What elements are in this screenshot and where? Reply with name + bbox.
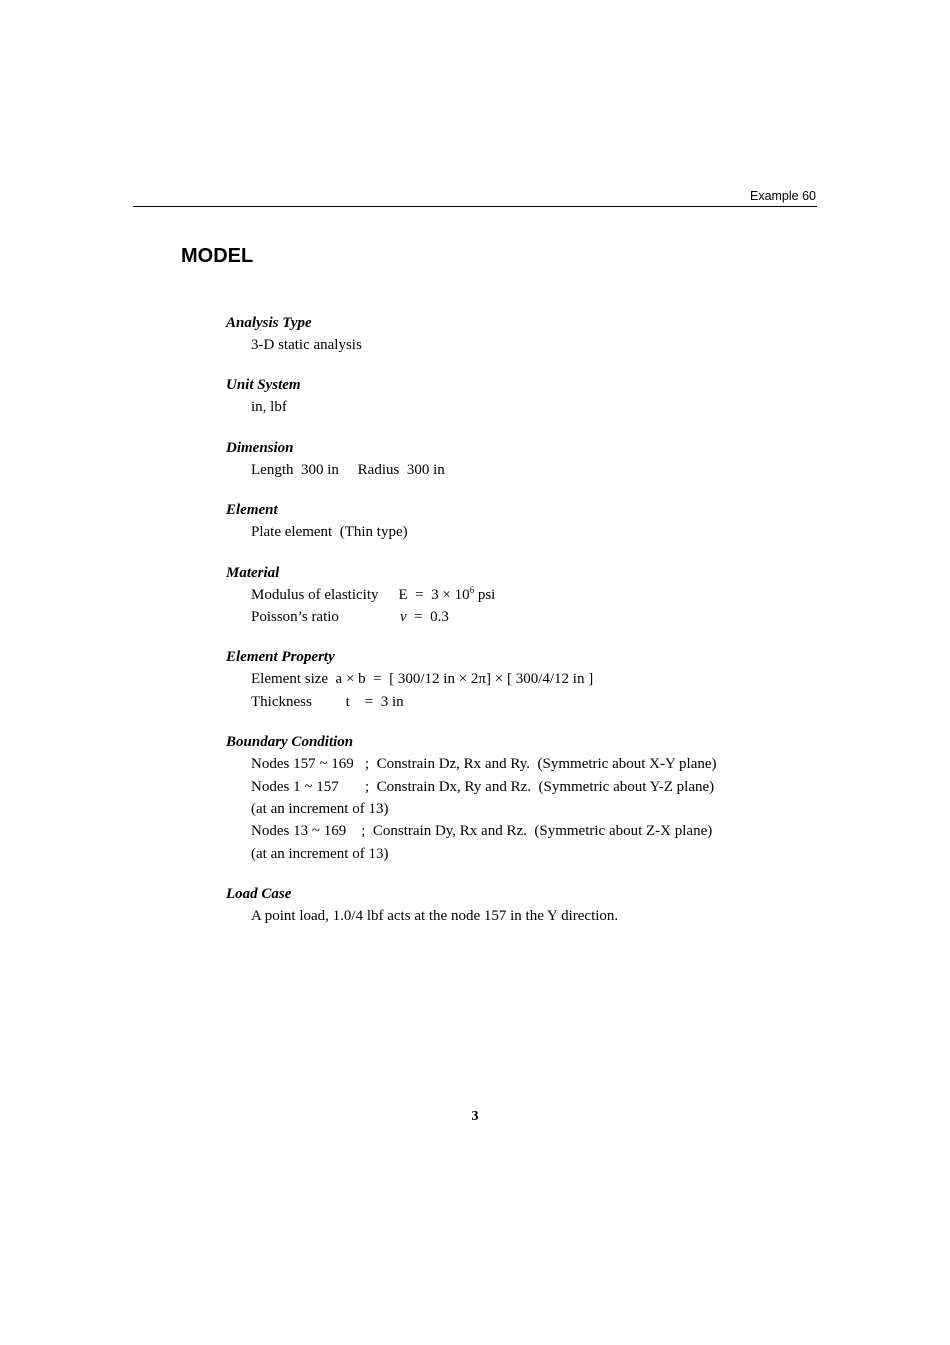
section-title: Element [226, 502, 278, 519]
header-rule [133, 206, 817, 207]
modulus-unit: psi [474, 586, 496, 603]
section-line: Length 300 in Radius 300 in [251, 461, 445, 478]
section-unit-system [226, 374, 826, 418]
section-title: Material [226, 564, 280, 581]
section-line: (at an increment of 13) [251, 845, 389, 862]
section-line: Nodes 157 ~ 169 ; Constrain Dz, Rx and Ry. (Symmetric about X-Y plane) [251, 756, 717, 773]
modulus-line [226, 584, 826, 606]
poisson-line [226, 606, 826, 628]
section-dimension [226, 437, 826, 481]
section-title: Analysis Type [226, 315, 312, 331]
section-analysis-type [226, 312, 826, 356]
section-line: Plate element (Thin type) [251, 524, 408, 541]
poisson-symbol: ν [399, 609, 407, 626]
section-line: in, lbf [251, 399, 287, 416]
modulus-expression: E = 3 × 10 [398, 586, 470, 603]
section-boundary-condition [226, 731, 826, 865]
model-content [226, 312, 826, 946]
section-title: Unit System [226, 377, 301, 394]
section-material [226, 562, 826, 629]
section-line: Element size a × b = [ 300/12 in × 2π] × [ 300/4/12 in ] [251, 671, 594, 688]
poisson-expression: = 0.3 [406, 609, 449, 626]
section-load-case [226, 883, 826, 927]
section-line: (at an increment of 13) [251, 801, 389, 818]
running-header: Example 60 [749, 189, 816, 203]
modulus-exponent: 6 [469, 584, 475, 595]
section-element [226, 499, 826, 543]
section-title: Dimension [226, 439, 294, 456]
section-line: Nodes 1 ~ 157 ; Constrain Dx, Ry and Rz. (Symmetric about Y-Z plane) [251, 778, 715, 795]
section-line: A point load, 1.0/4 lbf acts at the node 157 in the Y direction. [251, 908, 619, 925]
poisson-label: Poisson’s ratio [251, 609, 339, 626]
page-title: MODEL [181, 245, 254, 267]
section-element-property [226, 646, 826, 713]
section-title: Element Property [226, 649, 335, 666]
section-title: Boundary Condition [226, 734, 354, 751]
section-line: Thickness t = 3 in [251, 693, 404, 710]
section-line: 3-D static analysis [251, 337, 362, 353]
page-number: 3 [471, 1109, 479, 1124]
modulus-label: Modulus of elasticity [251, 586, 379, 603]
section-line: Nodes 13 ~ 169 ; Constrain Dy, Rx and Rz. (Symmetric about Z-X plane) [251, 823, 713, 840]
section-title: Load Case [226, 886, 292, 903]
